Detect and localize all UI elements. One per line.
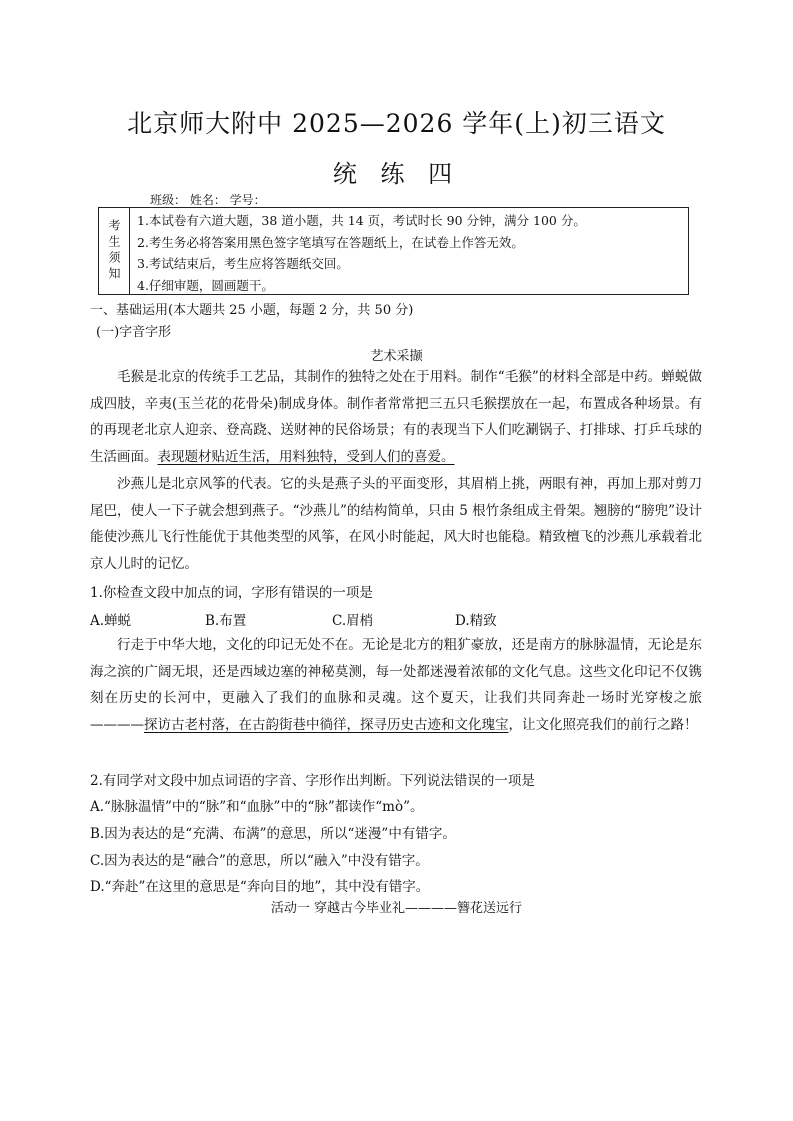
activity-heading: 活动一 穿越古今毕业礼————簪花送远行	[270, 901, 523, 916]
paragraph-text: 行走于中华大地，文化的印记无处不在。无论是北方的粗犷豪放，还是南方的脉脉温情，无论是东海之滨的广阔无垠，还是西域边塞的神秘莫测，每一处都迷漫着浓郁的文化气息。这些文化印记不仅镌刻在历史的长河中，更融入了我们的血脉和灵魂。这个夏天，让我们共同奔赴一场时光穿梭之旅————	[90, 637, 702, 733]
option-c: C.眉梢	[332, 613, 374, 629]
notice-item: 3.考试结束后，考生应将答题纸交回。	[137, 256, 349, 271]
exam-subtitle: 统 练 四	[332, 160, 461, 188]
paragraph-text: 毛猴是北京的传统手工艺品，其制作的独特之处在于用料。制作“毛猴”的材料全部是中药。蝉蜕做成四肢，辛夷(玉兰花的花骨朵)制成身体。制作者常常把三五只毛猴摆放在一起，布置成各种场景。有的再现老北京人迎亲、登高跷、送财神的民俗场景；有的表现当下人们吃涮锅子、打排球、打乒乓球的生活画面。	[90, 369, 702, 465]
student-info-line: 班级： 姓名： 学号：	[150, 193, 266, 207]
question-1-options	[90, 609, 497, 629]
question-2-option-d: D.“奔赴”在这里的意思是“奔向目的地”，其中没有错字。	[90, 879, 430, 895]
section-title: 一、基础运用(本大题共 25 小题，每题 2 分，共 50 分)	[90, 303, 414, 318]
underlined-sentence: 表现题材贴近生活，用料独特，受到人们的喜爱。	[157, 448, 455, 465]
notice-item: 2.考生务必将答案用黑色签字笔填写在答题纸上，在试卷上作答无效。	[137, 234, 524, 250]
notice-items	[130, 208, 586, 294]
passage-paragraph-1	[90, 364, 702, 470]
question-2-option-c: C.因为表达的是“融合”的意思，所以“融入”中没有错字。	[90, 853, 429, 869]
notice-item: 4.仔细审题，圆画题干。	[137, 277, 274, 293]
question-2-stem: 2.有同学对文段中加点词语的字音、字形作出判断。下列说法错误的一项是	[90, 773, 535, 789]
notice-label: 考生须知	[107, 219, 121, 283]
notice-item: 1.本试卷有六道大题，38 道小题，共 14 页，考试时长 90 分钟，满分 100 分。	[137, 213, 586, 228]
question-2-option-a: A.“脉脉温情”中的“脉”和“血脉”中的“脉”都读作“mò”。	[90, 799, 424, 815]
exam-notice-box	[98, 207, 689, 295]
option-d: D.精致	[455, 613, 497, 629]
paragraph-text: ，让文化照亮我们的前行之路！	[508, 716, 698, 733]
subsection-title: (一)字音字形	[96, 325, 172, 340]
question-2-option-b: B.因为表达的是“充满、布满”的意思，所以“迷漫”中有错字。	[90, 826, 456, 842]
option-b: B.布置	[205, 613, 247, 629]
passage-paragraph-3	[90, 632, 702, 738]
question-1-stem: 1.你检查文段中加点的词，字形有错误的一项是	[90, 585, 373, 601]
passage-paragraph-2: 沙燕儿是北京风筝的代表。它的头是燕子头的平面变形，其眉梢上挑，两眼有神，再加上那对剪刀尾巴，使人一下子就会想到燕子。“沙燕儿”的结构简单，只由 5 根竹条组成主骨架。翘膀的“膀兜”设计能使沙燕儿飞行性能优于其他类型的风筝，在风小时能起，风大时也能稳。精致檀飞的沙燕儿承载着北京人儿时的记忆。	[90, 476, 702, 572]
exam-title: 北京师大附中 2025—2026 学年(上)初三语文	[127, 109, 666, 138]
option-a: A.蝉蜕	[90, 613, 132, 629]
passage-title: 艺术采撷	[370, 349, 423, 364]
notice-label-cell	[99, 208, 130, 294]
underlined-sentence: 探访古老村落，在古韵街巷中徜徉，探寻历史古迹和文化瑰宝	[144, 716, 509, 733]
